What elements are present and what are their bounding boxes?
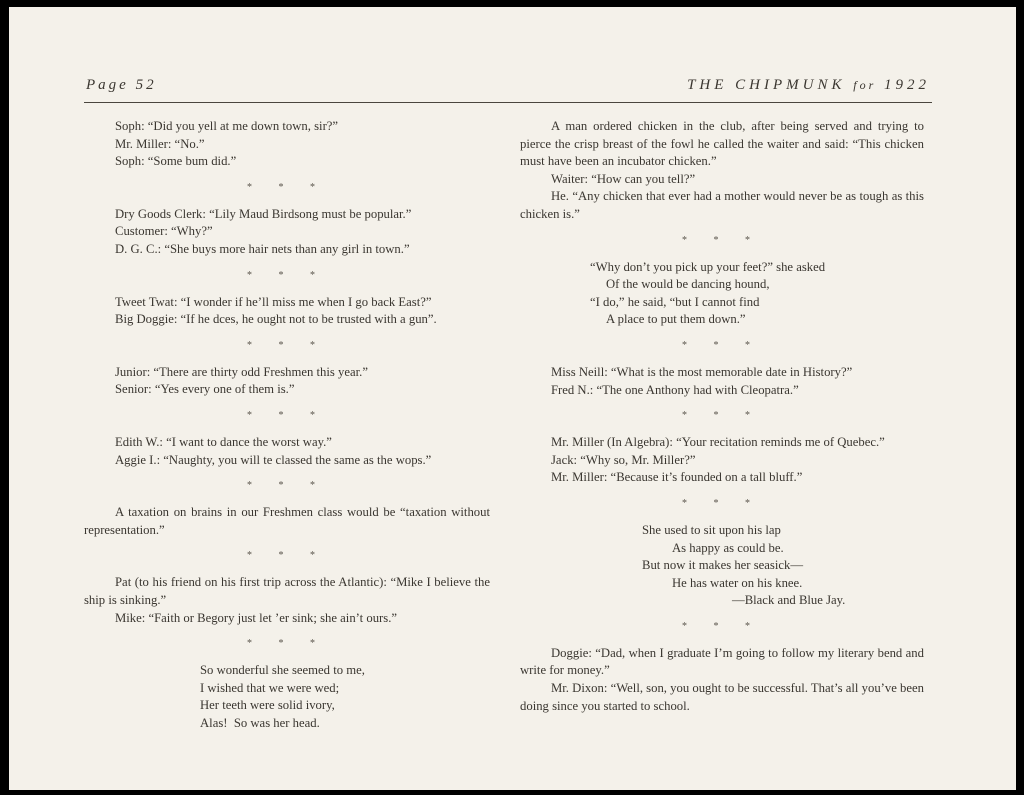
poem-line: “I do,” he said, “but I cannot find [590,294,760,309]
poem-line: I wished that we were wed; [200,680,340,695]
dialogue-line: Mr. Miller: “No.” [115,136,205,151]
dialogue-line: Mike: “Faith or Begory just let ’er sink; she ain’t ours.” [115,610,398,625]
dialogue-line: Dry Goods Clerk: “Lily Maud Birdsong must be popular.” [115,206,412,221]
dialogue-line: Soph: “Some bum did.” [115,154,237,169]
poem-attribution: —Black and Blue Jay. [732,593,846,608]
dialogue-line: Miss Neill: “What is the most memorable date in History?” [551,364,853,379]
joke-block [84,206,490,259]
separator-stars: * * * [247,550,327,562]
paragraph: Mr. Dixon: “Well, son, you ought to be successful. That’s all you’ve been doing since you started to school. [520,681,924,713]
dialogue-line: Jack: “Why so, Mr. Miller?” [551,452,696,467]
paragraph: A taxation on brains in our Freshmen class would be “taxation without representation.” [84,505,490,537]
poem-line: A place to put them down.” [606,312,746,327]
page-number: Page 52 [86,77,157,93]
dialogue-line: Edith W.: “I want to dance the worst way.” [115,434,332,449]
joke-block [84,294,490,329]
separator-stars: * * * [682,497,762,509]
poem-line: Of the would be dancing hound, [606,277,770,292]
dialogue-line: Mr. Miller: “Because it’s founded on a tall bluff.” [551,470,803,485]
poem-line: Her teeth were solid ivory, [200,698,335,713]
separator-stars: * * * [682,339,762,351]
separator-stars: * * * [682,620,762,632]
separator-stars: * * * [247,480,327,492]
page-header [86,77,930,94]
dialogue-line: D. G. C.: “She buys more hair nets than any girl in town.” [115,241,410,256]
paragraph: A man ordered chicken in the club, after being served and trying to pierce the crisp breast of the fowl he called the waiter and said: “This chicken must have been an incubator chicken.” [520,119,924,169]
joke-block [84,364,490,399]
poem-line: She used to sit upon his lap [642,522,781,537]
paragraph: Pat (to his friend on his first trip across the Atlantic): “Mike I believe the ship is sinking.” [84,575,490,607]
dialogue-line: Tweet Twat: “I wonder if he’ll miss me when I go back East?” [115,294,432,309]
dialogue-line: Fred N.: “The one Anthony had with Cleopatra.” [551,382,799,397]
dialogue-line: Big Doggie: “If he dces, he ought not to be trusted with a gun”. [115,312,437,327]
dialogue-line: Senior: “Yes every one of them is.” [115,382,295,397]
dialogue-line: Customer: “Why?” [115,224,213,239]
dialogue-line: Waiter: “How can you tell?” [551,171,696,186]
poem [84,662,490,732]
dialogue-line: Aggie I.: “Naughty, you will te classed the same as the wops.” [115,452,432,467]
paragraph: He. “Any chicken that ever had a mother would never be as tough as this chicken is.” [520,189,924,221]
dialogue-line: Soph: “Did you yell at me down town, sir?” [115,119,339,133]
left-column [84,118,490,732]
poem-line: But now it makes her seasick— [642,558,804,573]
joke-block [520,364,924,399]
right-column [520,118,924,715]
joke-block [520,434,924,487]
separator-stars: * * * [247,409,327,421]
joke-block [84,434,490,469]
poem-line: As happy as could be. [672,540,784,555]
publication-title [687,77,930,94]
publication-year: 1922 [884,77,930,93]
poem-line: He has water on his knee. [672,575,803,590]
publication-for: for [853,78,877,92]
dialogue-line: Junior: “There are thirty odd Freshmen this year.” [115,364,368,379]
separator-stars: * * * [682,234,762,246]
separator-stars: * * * [247,339,327,351]
poem-line: So wonderful she seemed to me, [200,663,365,678]
paragraph: Doggie: “Dad, when I graduate I’m going to follow my literary bend and write for money.” [520,645,924,678]
poem [520,259,924,329]
publication-name: THE CHIPMUNK [687,77,846,93]
poem-line: Alas! So was her head. [200,715,320,730]
header-rule [84,102,932,103]
poem-line: “Why don’t you pick up your feet?” she asked [590,259,826,274]
joke-block [84,118,490,171]
poem [520,522,924,610]
separator-stars: * * * [682,410,762,422]
separator-stars: * * * [247,638,327,650]
dialogue-line: Mr. Miller (In Algebra): “Your recitation reminds me of Quebec.” [551,435,885,450]
separator-stars: * * * [247,269,327,281]
separator-stars: * * * [247,181,327,193]
